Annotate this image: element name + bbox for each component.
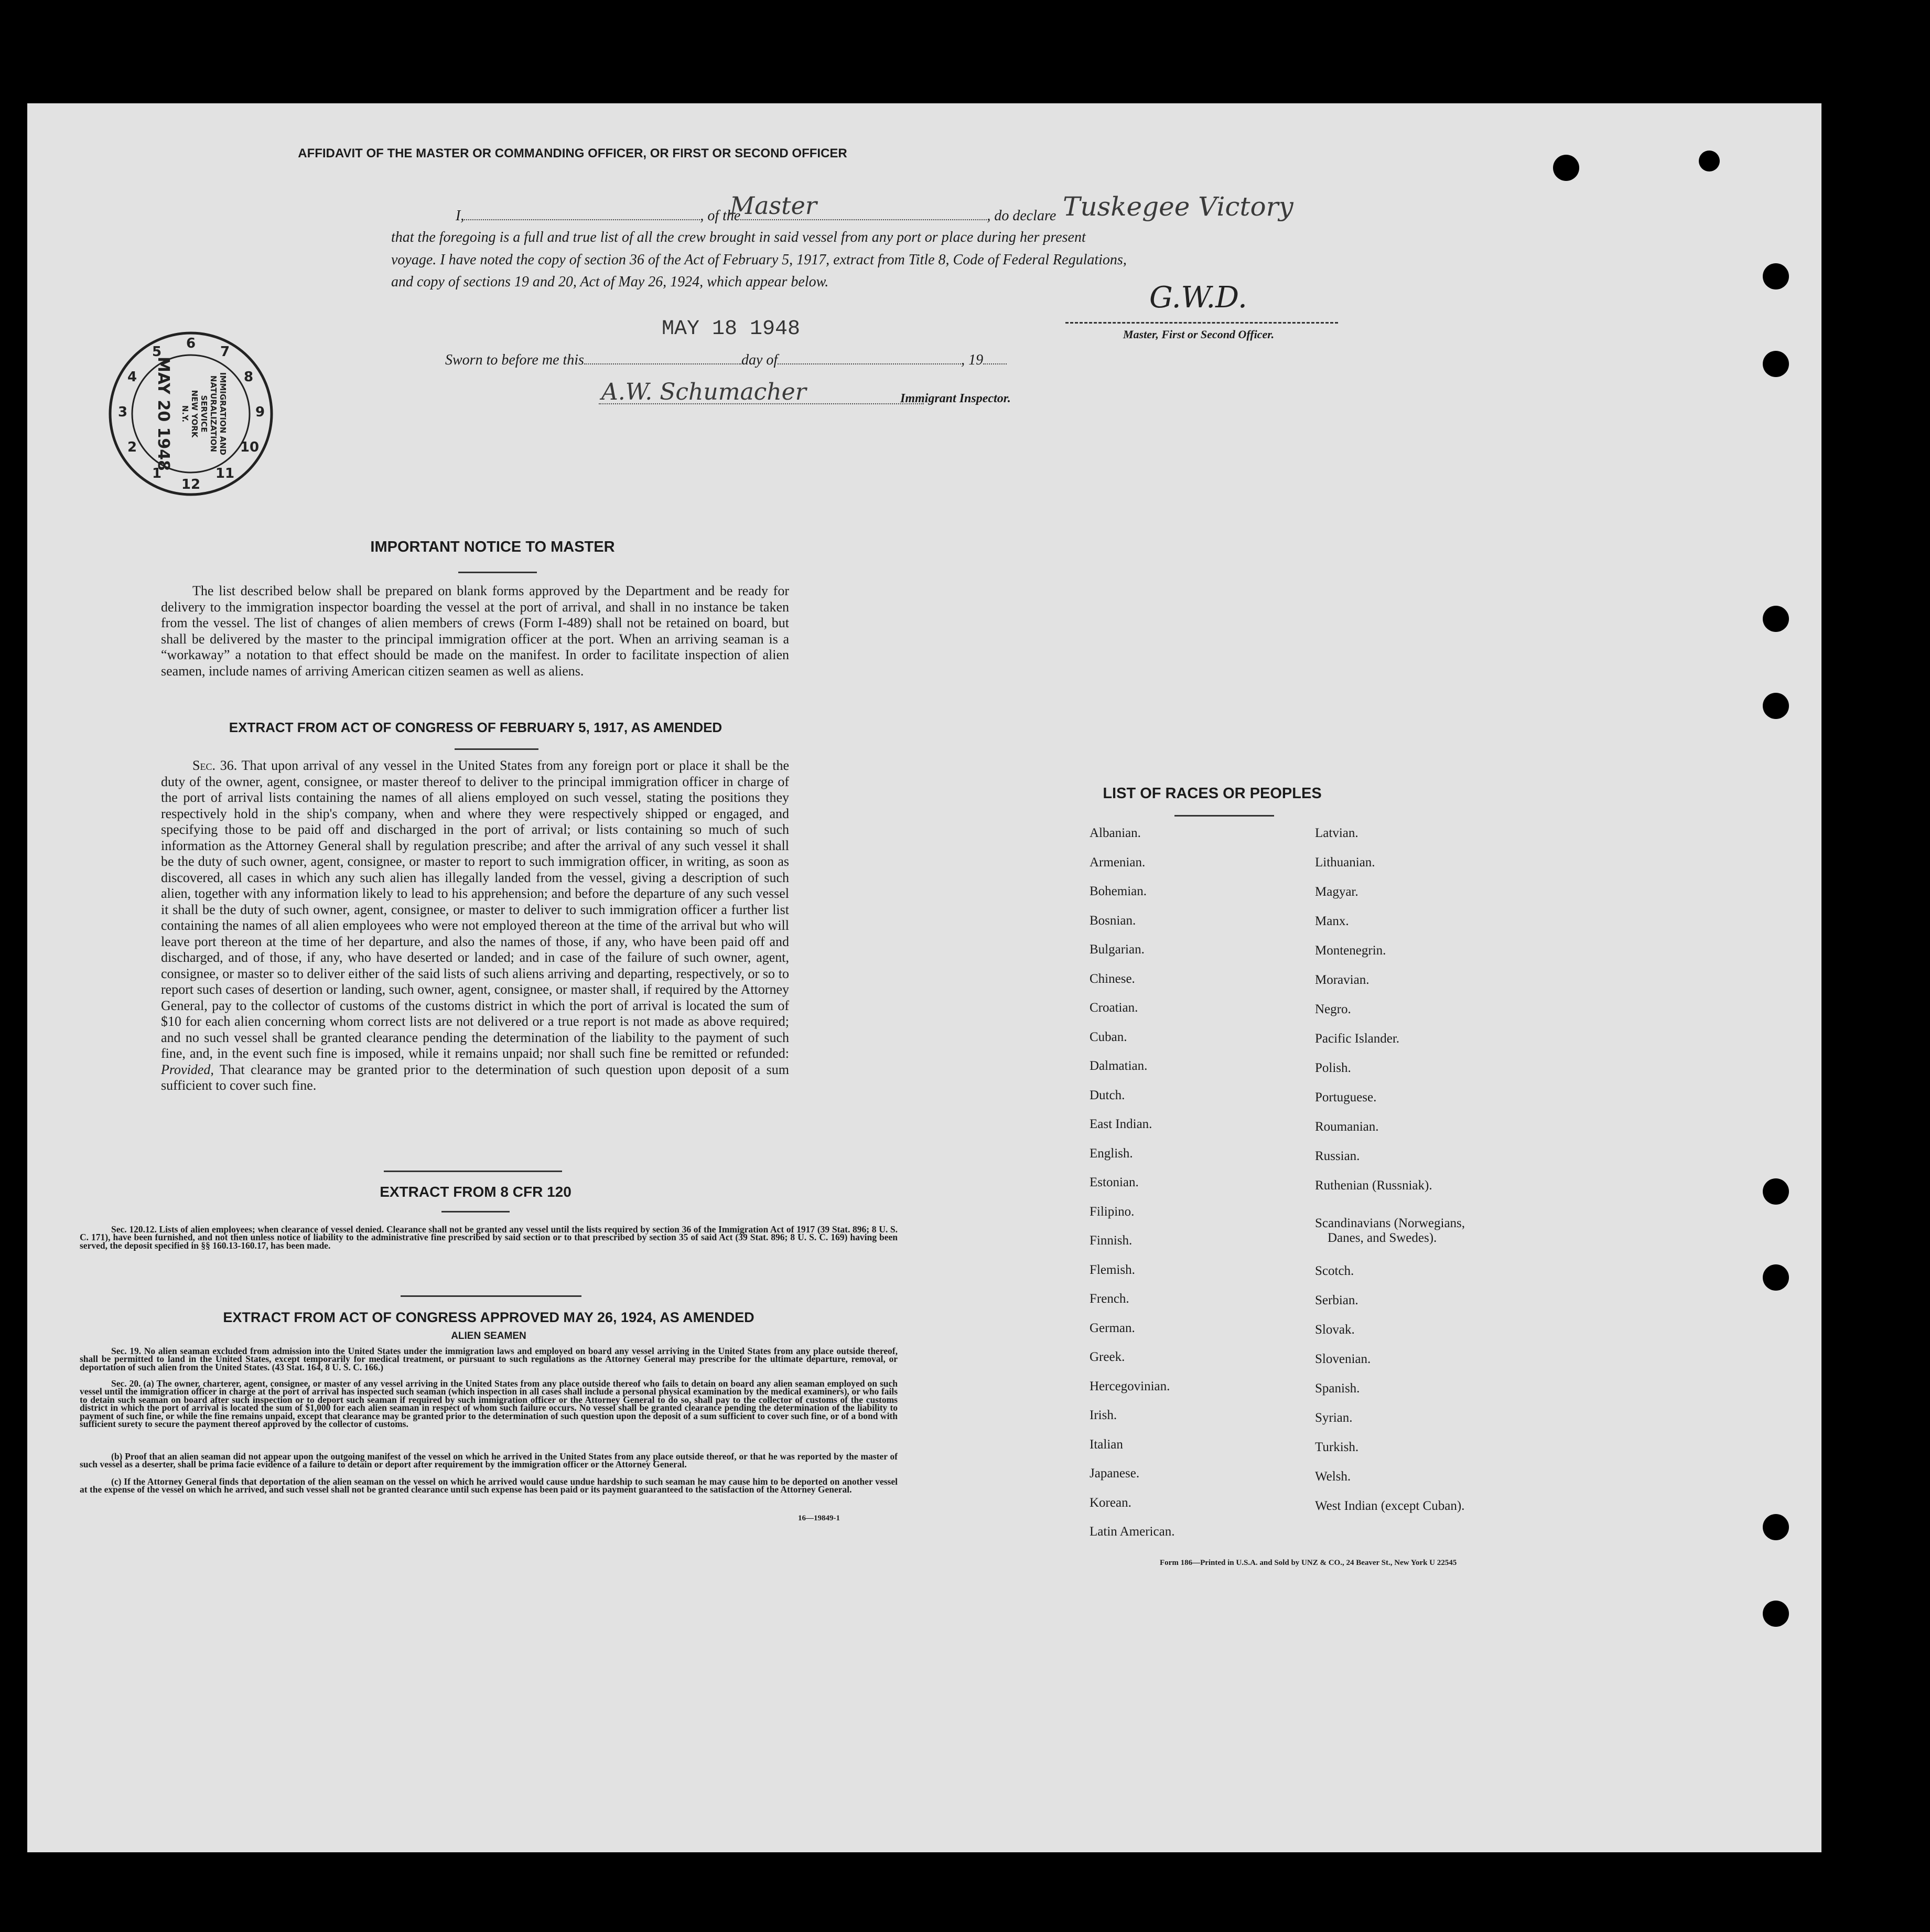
- race-item: Slovak.: [1315, 1323, 1355, 1337]
- race-item: Magyar.: [1315, 885, 1358, 899]
- date-stamp: MAY 18 1948: [662, 317, 801, 341]
- notice-title: IMPORTANT NOTICE TO MASTER: [370, 539, 615, 555]
- svg-text:12: 12: [181, 477, 201, 492]
- inspector-signature-line: [599, 403, 924, 404]
- affidavit-line-2: that the foregoing is a full and true list of all the crew brought in said vessel from any port or place during her present: [391, 229, 1086, 245]
- sec36-text-a: That upon arrival of any vessel in the United States from any foreign port or place it shall be the duty of the owner, agent, consignee, or master thereof to deliver to the principal immigration officer in charge of the port of arrival lists containing the names of all aliens employed on such vessel, stating the positions they respectively hold in the ship's company, when and where they were respectively shipped or engaged, and specifying those to be paid off and discharged in the port of arrival; or lists containing so much of such information as the Attorney General shall by regulation prescribe; and after the arrival of any such vessel it shall be the duty of such owner, agent, consignee, or master to report to such immigration officer, in writing, as soon as discovered, all cases in which any such alien has illegally landed from the vessel, giving a description of such alien, together with any information likely to lead to his apprehension; and before the departure of any such vessel it shall be the duty of such owner, agent, consignee, or master to deliver to such immigration officer a further list containing the names of all alien employees who were not employed thereon at the time of the arrival but who will leave port thereon at the time of her departure, and also the names of those, if any, who have been paid off and discharged, and of those, if any, who have deserted or landed; and in case of the failure of such owner, agent, consignee, or master so to deliver either of the said lists of such aliens arriving and departing, respectively, or so to report such cases of desertion or landing, such owner, agent, consignee, or master shall, if required by the Attorney General, pay to the collector of customs of the customs district in which the port of arrival is located the sum of $10 for each alien concerning whom correct lists are not delivered or a true report is not made as above required; and no such vessel shall be granted clearance pending the determination of the liability to the payment of such fine, and, in the event such fine is imposed, while it remains unpaid; nor shall such fine be remitted or refunded:: [161, 758, 790, 1061]
- sec36-label: Sec. 36.: [192, 758, 238, 773]
- race-item: Chinese.: [1090, 971, 1135, 986]
- extract-1917-rule: [455, 748, 538, 750]
- race-item: Estonian.: [1090, 1175, 1139, 1189]
- notice-rule: [458, 572, 537, 573]
- declare-of: , of the: [700, 208, 741, 224]
- race-item: Slovenian.: [1315, 1352, 1371, 1366]
- race-scandinavians-line-1: Scandinavians (Norwegians,: [1315, 1216, 1465, 1230]
- form-code: 16—19849-1: [798, 1514, 840, 1522]
- inspector-signature: A.W. Schumacher: [601, 379, 806, 405]
- svg-text:SERVICE: SERVICE: [199, 395, 209, 433]
- sec-20a-body: Sec. 20. (a) The owner, charterer, agent, consignee, or master of any vessel arriving in the United States from any place outside thereof who fails to detain on board any alien seaman employed on such vessel until the immigration officer in charge at the port of arrival has inspected such seaman (which inspection in all cases shall include a personal physical examination by the medical examiners), or who fails to detain such seaman on board after such inspection or to deport such seaman if required by such immigration officer or the Attorney General to do so, shall pay to the collector of customs of the customs district in which the port of arrival is located the sum of $1,000 for each alien seaman in respect of whom such failure occurs. No vessel shall be granted clearance pending the determination of the liability to payment of such fine, or while the fine remains unpaid, except that clearance may be granted prior to the determination of such question upon the deposit of a sum sufficient to cover such fine, or of a bond with sufficient surety to secure the payment thereof approved by the collector of customs.: [80, 1378, 898, 1430]
- svg-text:7: 7: [220, 344, 230, 360]
- race-item: West Indian (except Cuban).: [1315, 1499, 1465, 1513]
- race-item: Ruthenian (Russniak).: [1315, 1178, 1432, 1193]
- race-item: Montenegrin.: [1315, 943, 1386, 958]
- affidavit-title: AFFIDAVIT OF THE MASTER OR COMMANDING OFFICER, OR FIRST OR SECOND OFFICER: [298, 146, 847, 160]
- master-signature: G.W.D.: [1149, 281, 1247, 315]
- binder-hole: [1763, 1514, 1789, 1540]
- sworn-day-label: day of: [741, 352, 778, 368]
- race-item: Croatian.: [1090, 1001, 1138, 1015]
- race-item: Irish.: [1090, 1408, 1117, 1422]
- race-item: English.: [1090, 1146, 1133, 1161]
- svg-text:1: 1: [152, 466, 162, 481]
- race-item: Albanian.: [1090, 826, 1141, 840]
- race-item: Greek.: [1090, 1350, 1125, 1364]
- race-item: German.: [1090, 1321, 1135, 1335]
- extract-1924-title: EXTRACT FROM ACT OF CONGRESS APPROVED MAY 26, 1924, AS AMENDED: [223, 1310, 754, 1325]
- binder-hole: [1763, 606, 1789, 632]
- race-item: Polish.: [1315, 1061, 1351, 1075]
- race-item: Hercegovinian.: [1090, 1379, 1170, 1393]
- sec-20b-body: (b) Proof that an alien seaman did not appear upon the outgoing manifest of the vessel on which he arrived in the United States from any place outside thereof, or that he was reported by the master of such vessel as a deserter, shall be prima facie evidence of a failure to detain or deport after requirement by the immigration officer or the Attorney General.: [80, 1451, 898, 1470]
- binder-hole: [1553, 155, 1579, 181]
- svg-text:4: 4: [127, 369, 137, 385]
- race-item: Lithuanian.: [1315, 855, 1375, 870]
- race-item: Italian: [1090, 1437, 1123, 1452]
- sec-19-body: Sec. 19. No alien seaman excluded from admission into the United States under the immigration laws and employed on board any vessel arriving in the United States from any place outside thereof, shall be permitted to land in the United States, except temporarily for medical treatment, or pursuant to such regulations as the Attorney General may prescribe for the ultimate departure, removal, or deportation of such alien from the United States. (43 Stat. 164, 8 U. S. C. 166.): [80, 1346, 898, 1372]
- notice-body: The list described below shall be prepared on blank forms approved by the Department and be ready for delivery to the immigration inspector boarding the vessel at the port of arrival, and shall in no instance be taken from the vessel. The list of changes of alien members of crews (Form I-489) shall not be retained on board, but shall be delivered by the master to the principal immigration officer at the port. When an arriving seaman is a “workaway” a notation to that effect should be made on the manifest. In order to facilitate inspection of alien seamen, include names of arriving American citizen seamen as well as aliens.: [161, 583, 789, 679]
- race-item: Turkish.: [1315, 1440, 1359, 1454]
- race-item: Syrian.: [1315, 1411, 1353, 1425]
- race-item: Negro.: [1315, 1002, 1351, 1016]
- sworn-prefix: Sworn to before me this: [445, 352, 584, 368]
- race-item: Korean.: [1090, 1495, 1131, 1510]
- race-item: Dutch.: [1090, 1088, 1125, 1102]
- svg-text:N.Y.: N.Y.: [180, 405, 190, 423]
- race-item: Armenian.: [1090, 855, 1146, 870]
- race-item: Moravian.: [1315, 973, 1370, 987]
- immigration-stamp: [107, 330, 275, 498]
- declare-suffix: , do declare: [987, 208, 1056, 224]
- race-item: Bosnian.: [1090, 913, 1136, 928]
- race-item: Spanish.: [1315, 1381, 1360, 1396]
- binder-hole: [1763, 351, 1789, 377]
- affidavit-line-3: voyage. I have noted the copy of section 36 of the Act of February 5, 1917, extract from Title 8, Code of Federal Regulations,: [391, 252, 1127, 268]
- sec-20c-body: (c) If the Attorney General finds that deportation of the alien seaman on the vessel on which he arrived would cause undue hardship to such seaman he may cause him to be deported on another vessel at the expense of the vessel on which he arrived, and such vessel shall not be granted clearance until such expense has been paid or its payment guaranteed to the satisfaction of the Attorney General.: [80, 1476, 898, 1495]
- cfr-top-rule: [384, 1171, 562, 1172]
- race-item: Flemish.: [1090, 1262, 1135, 1277]
- vessel-name-handwritten: Tuskegee Victory: [1063, 191, 1293, 222]
- cfr-rule: [441, 1211, 510, 1212]
- master-signature-line: [1065, 322, 1338, 324]
- race-item: East Indian.: [1090, 1117, 1152, 1131]
- race-item: Finnish.: [1090, 1233, 1133, 1248]
- race-item: Filipino.: [1090, 1204, 1135, 1219]
- race-item: Portuguese.: [1315, 1090, 1377, 1104]
- svg-text:2: 2: [127, 439, 137, 455]
- binder-hole: [1763, 1178, 1789, 1205]
- binder-hole: [1699, 151, 1720, 171]
- svg-text:8: 8: [243, 369, 254, 385]
- binder-hole: [1763, 1264, 1789, 1291]
- races-title: LIST OF RACES OR PEOPLES: [1103, 785, 1322, 802]
- sworn-line: [445, 350, 1007, 369]
- svg-text:3: 3: [117, 404, 128, 420]
- document-sheet: [27, 103, 1821, 1852]
- svg-text:11: 11: [215, 466, 235, 481]
- race-item: Russian.: [1315, 1149, 1360, 1163]
- svg-text:IMMIGRATION AND: IMMIGRATION AND: [218, 372, 228, 456]
- race-item: Latvian.: [1315, 826, 1358, 840]
- race-item: French.: [1090, 1292, 1129, 1306]
- race-item: Bulgarian.: [1090, 942, 1145, 957]
- sec36-provided: Provided,: [161, 1061, 214, 1077]
- race-item: Scotch.: [1315, 1264, 1354, 1278]
- affidavit-line-4: and copy of sections 19 and 20, Act of May 26, 1924, which appear below.: [391, 274, 829, 290]
- race-item: Dalmatian.: [1090, 1059, 1148, 1073]
- races-rule: [1174, 815, 1274, 817]
- master-label: Master, First or Second Officer.: [1123, 328, 1275, 341]
- binder-hole: [1763, 1601, 1789, 1627]
- svg-text:5: 5: [152, 344, 162, 360]
- sworn-year-label: , 19: [961, 352, 984, 368]
- race-scandinavians-line-2: Danes, and Swedes).: [1328, 1231, 1437, 1245]
- binder-hole: [1763, 693, 1789, 719]
- extract-1924-top-rule: [401, 1295, 581, 1297]
- race-item: Bohemian.: [1090, 884, 1147, 898]
- extract-1917-body: [161, 758, 789, 1094]
- race-item: Pacific Islander.: [1315, 1032, 1400, 1046]
- race-item: Welsh.: [1315, 1469, 1351, 1484]
- race-item: Serbian.: [1315, 1293, 1358, 1307]
- extract-1917-title: EXTRACT FROM ACT OF CONGRESS OF FEBRUARY 5, 1917, AS AMENDED: [229, 720, 723, 735]
- race-item: Roumanian.: [1315, 1120, 1379, 1134]
- race-item: Japanese.: [1090, 1466, 1140, 1480]
- sec36-text-b: That clearance may be granted prior to the determination of such question upon deposit of a sum sufficient to cover such fine.: [161, 1061, 790, 1093]
- svg-text:9: 9: [255, 404, 265, 420]
- svg-text:NEW YORK: NEW YORK: [190, 390, 199, 438]
- svg-text:MAY 20 1948: MAY 20 1948: [154, 356, 172, 471]
- svg-text:6: 6: [186, 336, 196, 351]
- form-footer: Form 186—Printed in U.S.A. and Sold by UNZ & CO., 24 Beaver St., New York U 22545: [1160, 1559, 1457, 1567]
- svg-text:NATURALIZATION: NATURALIZATION: [209, 375, 218, 453]
- cfr-title: EXTRACT FROM 8 CFR 120: [380, 1184, 572, 1200]
- svg-text:10: 10: [240, 439, 260, 455]
- race-item: Manx.: [1315, 914, 1349, 928]
- extract-1924-subtitle: ALIEN SEAMEN: [451, 1330, 526, 1341]
- cfr-body: Sec. 120.12. Lists of alien employees; when clearance of vessel denied. Clearance shall not be granted any vessel until the lists required by section 36 of the Immigration Act of 1917 (39 Stat. 896; 8 U. S. C. 171), have been furnished, and not then unless notice of liability to the administrative fine prescribed by said section or to that prescribed by section 35 of said Act (39 Stat. 896; 8 U. S. C. 169) having been served, the deposit specified in §§ 160.13-160.17, has been made.: [80, 1224, 898, 1251]
- declare-prefix: I,: [456, 208, 465, 224]
- master-role-handwritten: Master: [730, 191, 817, 220]
- race-item: Latin American.: [1090, 1525, 1175, 1539]
- binder-hole: [1763, 263, 1789, 289]
- inspector-label: Immigrant Inspector.: [900, 392, 1011, 405]
- race-item: Cuban.: [1090, 1029, 1127, 1044]
